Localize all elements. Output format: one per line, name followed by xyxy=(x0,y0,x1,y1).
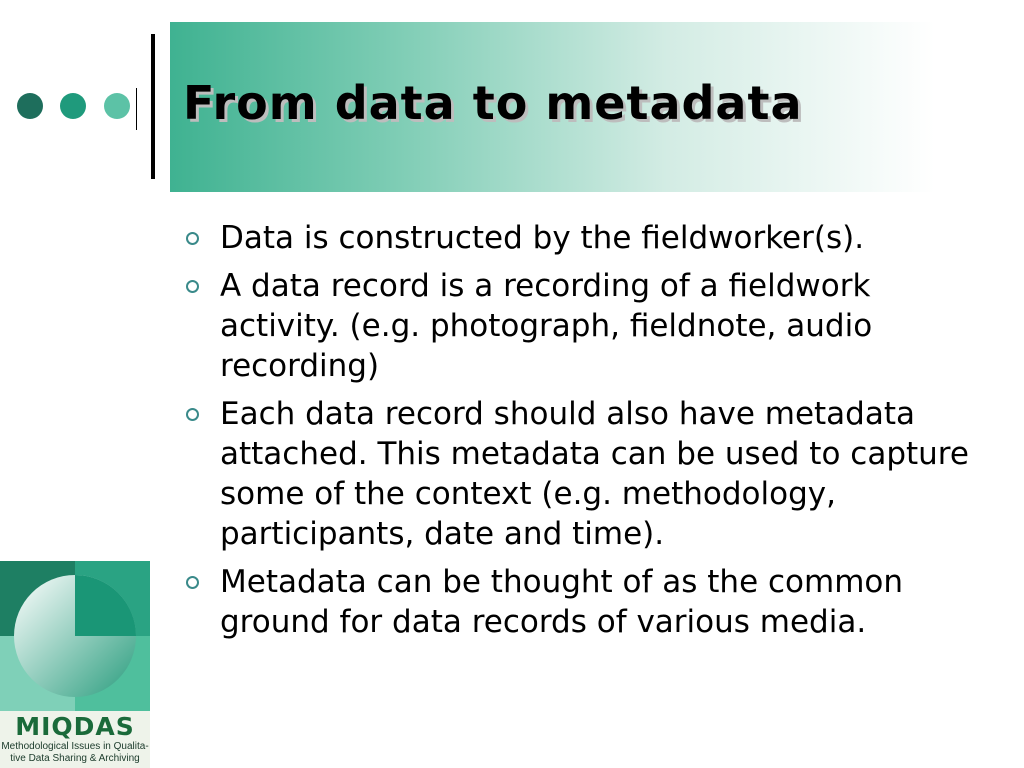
divider-line-thick xyxy=(151,34,155,179)
logo-subtitle-line-1: Methodological Issues in Qualita- xyxy=(1,741,149,752)
decorative-dot-dark xyxy=(17,93,43,119)
logo-subtitle-line-2: tive Data Sharing & Archiving xyxy=(10,753,140,764)
logo-text-box xyxy=(0,711,150,768)
divider-line-thin xyxy=(136,88,137,130)
logo-graphic-icon xyxy=(0,561,150,711)
bullet-item xyxy=(180,218,970,258)
bullet-item xyxy=(180,562,970,642)
bullet-item xyxy=(180,266,970,386)
bullet-ring-icon xyxy=(186,408,199,421)
bullet-text: Metadata can be thought of as the common ground for data records of various media. xyxy=(220,564,904,640)
slide-title: From data to metadata xyxy=(183,76,803,130)
bullet-ring-icon xyxy=(186,232,199,245)
bullet-ring-icon xyxy=(186,576,199,589)
miqdas-logo xyxy=(0,561,150,768)
decorative-dot-light xyxy=(104,93,130,119)
bullet-item xyxy=(180,394,970,554)
logo-name: MIQDAS xyxy=(15,712,135,741)
bullet-text: Each data record should also have metadata attached. This metadata can be used to capture some of the context (e.g. methodology, participants, date and time). xyxy=(220,396,969,552)
bullet-list xyxy=(180,218,970,650)
bullet-text: A data record is a recording of a fieldwork activity. (e.g. photograph, fieldnote, audio recording) xyxy=(220,268,873,384)
bullet-text: Data is constructed by the fieldworker(s). xyxy=(220,220,865,256)
decorative-dot-mid xyxy=(60,93,86,119)
bullet-ring-icon xyxy=(186,280,199,293)
